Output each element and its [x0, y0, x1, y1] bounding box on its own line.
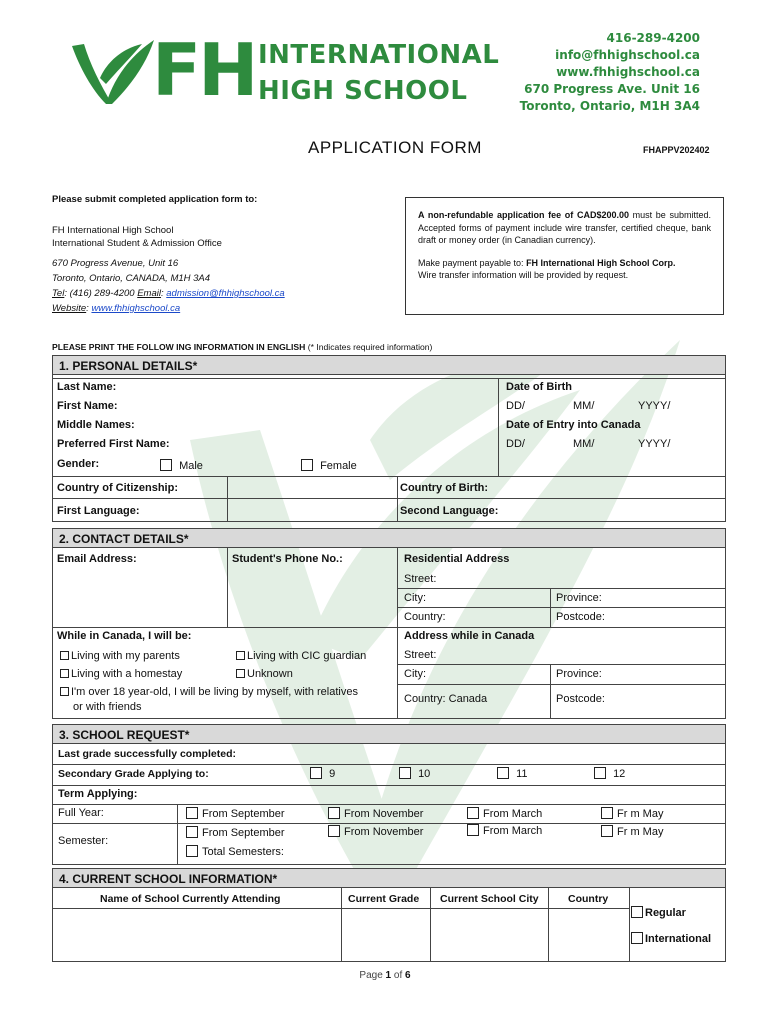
- email-label: Email: [137, 288, 161, 299]
- fy-nov-checkbox[interactable]: [328, 807, 340, 819]
- self-label-2: or with friends: [73, 701, 142, 713]
- opt-self[interactable]: [60, 685, 358, 715]
- sem-nov-label: From November: [344, 826, 424, 838]
- entry-date-label: Date of Entry into Canada: [506, 419, 641, 431]
- page-footer: [0, 970, 770, 981]
- admission-email-link[interactable]: admission@fhhighschool.ca: [166, 288, 285, 299]
- male-checkbox[interactable]: [160, 459, 172, 471]
- first-name-label: First Name:: [57, 400, 118, 412]
- total-semesters-option[interactable]: [186, 845, 284, 858]
- grade-10-checkbox[interactable]: [399, 767, 411, 779]
- fy-sep-label: From September: [202, 808, 285, 820]
- grade-12-checkbox[interactable]: [594, 767, 606, 779]
- sem-mar-label: From March: [483, 825, 543, 837]
- web-label: Website: [52, 303, 87, 314]
- opt-unknown[interactable]: [236, 668, 293, 680]
- logo-line-high-school: HIGH SCHOOL: [258, 76, 468, 106]
- entry-yyyy[interactable]: YYYY/: [638, 438, 671, 450]
- sem-mar-option[interactable]: [467, 824, 542, 837]
- header-website[interactable]: www.fhhighschool.ca: [556, 65, 700, 79]
- sem-sep-checkbox[interactable]: [186, 826, 198, 838]
- canada-country: Country: Canada: [404, 693, 488, 705]
- opt-parents[interactable]: [60, 650, 180, 662]
- grade-10-option[interactable]: [399, 767, 430, 780]
- fee-paragraph-2: [418, 257, 711, 282]
- page-label: Page: [359, 970, 386, 981]
- grade-11-label: 11: [516, 768, 528, 780]
- grade-12-option[interactable]: [594, 767, 625, 780]
- first-language-label: First Language:: [57, 505, 140, 517]
- submit-org-line1: FH International High School: [52, 225, 174, 236]
- citizenship-label: Country of Citizenship:: [57, 482, 178, 494]
- submit-address: [52, 256, 285, 316]
- logo-fh-text: FH: [152, 28, 256, 112]
- dob-yyyy[interactable]: YYYY/: [638, 400, 671, 412]
- semester-label: Semester:: [58, 835, 109, 847]
- header-street: 670 Progress Ave. Unit 16: [524, 82, 700, 96]
- grade-11-option[interactable]: [497, 767, 527, 780]
- wire-note: Wire transfer information will be provided by request.: [418, 270, 629, 280]
- self-checkbox[interactable]: [60, 687, 69, 696]
- international-option[interactable]: [631, 932, 711, 945]
- residential-province[interactable]: Province:: [556, 592, 602, 604]
- fy-may-checkbox[interactable]: [601, 807, 613, 819]
- second-language-label: Second Language:: [400, 505, 499, 517]
- full-year-label: Full Year:: [58, 807, 104, 819]
- student-phone-label: Student's Phone No.:: [232, 553, 343, 565]
- sem-nov-checkbox[interactable]: [328, 825, 340, 837]
- section-personal-header: 1. PERSONAL DETAILS*: [52, 355, 726, 375]
- international-label: International: [645, 933, 712, 945]
- submit-org-line2: International Student & Admission Office: [52, 238, 222, 249]
- dob-mm[interactable]: MM/: [573, 400, 595, 412]
- term-label: Term Applying:: [58, 788, 138, 800]
- leaf-logo-icon: [70, 38, 156, 106]
- grade-12-label: 12: [613, 768, 626, 780]
- header-contact-block: [520, 30, 700, 115]
- homestay-checkbox[interactable]: [60, 669, 69, 678]
- current-grade-col: Current Grade: [348, 893, 420, 905]
- form-code: FHAPPV202402: [643, 145, 710, 155]
- regular-label: Regular: [645, 907, 686, 919]
- submit-web-line: Website: www.fhhighschool.ca: [52, 303, 181, 314]
- dob-dd[interactable]: DD/: [506, 400, 525, 412]
- header-city: Toronto, Ontario, M1H 3A4: [519, 99, 700, 113]
- preferred-name-label: Preferred First Name:: [57, 438, 170, 450]
- fy-mar-checkbox[interactable]: [467, 807, 479, 819]
- sem-sep-option[interactable]: [186, 826, 285, 839]
- parents-label: Living with my parents: [71, 650, 180, 662]
- fee-amount: A non-refundable application fee of CAD$200.00: [418, 210, 629, 220]
- opt-homestay[interactable]: [60, 668, 182, 680]
- tel-value: : (416) 289-4200: [64, 288, 138, 299]
- female-label: Female: [320, 460, 357, 472]
- regular-option[interactable]: [631, 906, 686, 919]
- header-email[interactable]: info@fhhighschool.ca: [555, 48, 700, 62]
- address-canada-label: Address while in Canada: [404, 630, 535, 642]
- grade-10-label: 10: [418, 768, 431, 780]
- fee-box: [405, 197, 724, 315]
- logo-line-international: INTERNATIONAL: [258, 40, 500, 70]
- while-canada-label: While in Canada, I will be:: [57, 630, 192, 642]
- website-link[interactable]: www.fhhighschool.ca: [91, 303, 181, 314]
- total-semesters-label: Total Semesters:: [202, 846, 284, 858]
- payable-to: FH International High School Corp.: [526, 257, 676, 268]
- international-checkbox[interactable]: [631, 932, 643, 944]
- fee-text: must be submitted. Accepted forms of payment include wire transfer, certified cheque, bank draft or money order (in Canadian currency).: [418, 210, 711, 245]
- dob-label: Date of Birth: [506, 381, 572, 393]
- residential-city[interactable]: City:: [404, 592, 426, 604]
- instructions-note: (* Indicates required information): [307, 342, 433, 352]
- homestay-label: Living with a homestay: [71, 668, 183, 680]
- female-checkbox[interactable]: [301, 459, 313, 471]
- opt-cic[interactable]: [236, 650, 366, 662]
- page-of: of: [391, 970, 406, 981]
- self-label-1: I'm over 18 year-old, I will be living by myself, with relatives: [71, 686, 358, 698]
- residential-street[interactable]: Street:: [404, 573, 437, 585]
- fy-sep-checkbox[interactable]: [186, 807, 198, 819]
- grade-9-label: 9: [329, 768, 336, 780]
- cic-label: Living with CIC guardian: [247, 650, 367, 662]
- section-current-school-header: 4. CURRENT SCHOOL INFORMATION*: [52, 868, 726, 888]
- canada-postcode[interactable]: Postcode:: [556, 693, 605, 705]
- fee-paragraph-1: [418, 209, 711, 247]
- entry-mm[interactable]: MM/: [573, 438, 595, 450]
- parents-checkbox[interactable]: [60, 651, 69, 660]
- middle-names-label: Middle Names:: [57, 419, 135, 431]
- sem-mar-checkbox[interactable]: [467, 824, 479, 836]
- sem-nov-option[interactable]: [328, 825, 423, 838]
- residential-address-label: Residential Address: [404, 553, 510, 565]
- page-number: 1: [385, 970, 392, 981]
- last-name-label: Last Name:: [57, 381, 117, 393]
- fy-may-option[interactable]: [601, 807, 663, 820]
- section-contact-header: 2. CONTACT DETAILS*: [52, 528, 726, 548]
- male-label: Male: [179, 460, 203, 472]
- school-city-col: Current School City: [440, 893, 539, 905]
- unknown-checkbox[interactable]: [236, 669, 245, 678]
- gender-male-option[interactable]: [160, 459, 203, 472]
- sem-may-label: Fr m May: [617, 826, 664, 838]
- grade-11-checkbox[interactable]: [497, 767, 509, 779]
- fy-may-label: Fr m May: [617, 808, 664, 820]
- sem-may-option[interactable]: [601, 825, 663, 838]
- submit-tel-line: Tel: (416) 289-4200 Email: admission@fhhighschool.ca: [52, 288, 285, 299]
- submit-heading: Please submit completed application form to:: [52, 194, 258, 205]
- instructions: [52, 342, 432, 352]
- school-name-col: Name of School Currently Attending: [100, 893, 281, 905]
- fy-nov-option[interactable]: [328, 807, 423, 820]
- section-school-header: 3. SCHOOL REQUEST*: [52, 724, 726, 744]
- fy-sep-option[interactable]: [186, 807, 285, 820]
- secondary-grade-label: Secondary Grade Applying to:: [58, 768, 209, 780]
- country-col: Country: [568, 893, 609, 905]
- entry-dd[interactable]: DD/: [506, 438, 525, 450]
- tel-label: Tel: [52, 288, 65, 299]
- email-address-label: Email Address:: [57, 553, 137, 565]
- cic-checkbox[interactable]: [236, 651, 245, 660]
- sem-sep-label: From September: [202, 827, 285, 839]
- grade-9-checkbox[interactable]: [310, 767, 322, 779]
- birth-country-label: Country of Birth:: [400, 482, 488, 494]
- instructions-main: PLEASE PRINT THE FOLLOW ING INFORMATION IN ENGLISH: [52, 342, 306, 352]
- fy-mar-option[interactable]: [467, 807, 542, 820]
- residential-country[interactable]: Country:: [404, 611, 446, 623]
- header-phone: 416-289-4200: [606, 31, 700, 45]
- canada-street[interactable]: Street:: [404, 649, 437, 661]
- gender-female-option[interactable]: [301, 459, 357, 472]
- page-total: 6: [405, 970, 411, 981]
- fy-nov-label: From November: [344, 808, 424, 820]
- submit-addr-line2: Toronto, Ontario, CANADA, M1H 3A4: [52, 273, 211, 284]
- last-grade-label: Last grade successfully completed:: [58, 748, 236, 760]
- submit-addr-line1: 670 Progress Avenue, Unit 16: [52, 258, 179, 269]
- fy-mar-label: From March: [483, 808, 543, 820]
- canada-city[interactable]: City:: [404, 668, 426, 680]
- gender-label: Gender:: [57, 458, 100, 470]
- unknown-label: Unknown: [247, 668, 293, 680]
- submit-org: [52, 224, 222, 250]
- canada-province[interactable]: Province:: [556, 668, 602, 680]
- residential-postcode[interactable]: Postcode:: [556, 611, 605, 623]
- regular-checkbox[interactable]: [631, 906, 643, 918]
- total-semesters-checkbox[interactable]: [186, 845, 198, 857]
- form-title: APPLICATION FORM: [308, 138, 482, 157]
- sem-may-checkbox[interactable]: [601, 825, 613, 837]
- payable-label: Make payment payable to:: [418, 257, 527, 268]
- grade-9-option[interactable]: [310, 767, 335, 780]
